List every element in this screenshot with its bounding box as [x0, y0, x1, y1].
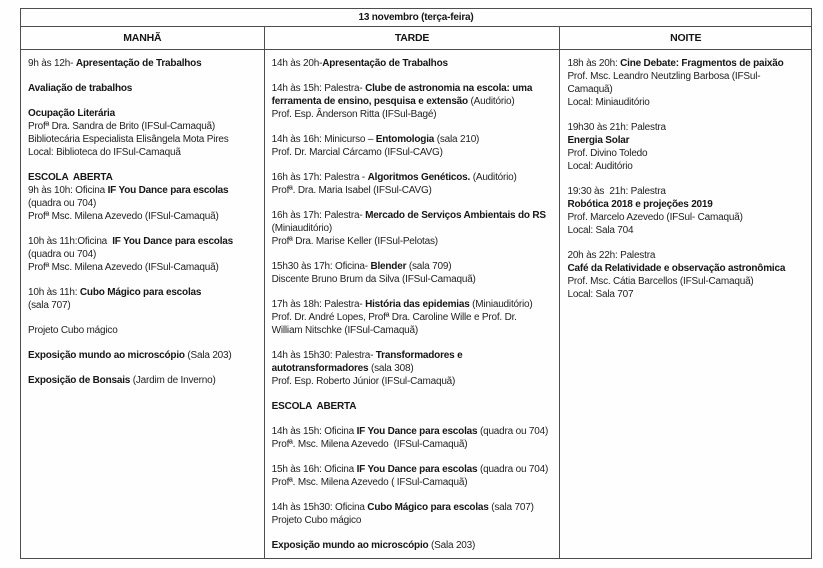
- text-line: William Nitschke (IFSul-Camaquã): [271, 325, 419, 336]
- column-header-noite: NOITE: [560, 27, 812, 50]
- schedule-date-title: 13 novembro (terça-feira): [21, 9, 812, 27]
- schedule-entry: [272, 57, 556, 70]
- text-line: (quadra ou 704): [28, 198, 97, 209]
- text-line: 14h às 15h: Oficina IF You Dance para escolas (quadra ou 704): [271, 426, 549, 437]
- text-line: 15h às 16h: Oficina IF You Dance para escolas (quadra ou 704): [271, 464, 549, 475]
- text-line: 10h às 11h:Oficina IF You Dance para escolas: [28, 236, 234, 247]
- text-line: Prof. Msc. Leandro Neutzling Barbosa (IFSul-: [567, 71, 761, 82]
- schedule-entry: [272, 133, 556, 159]
- schedule-entry: [272, 209, 556, 248]
- schedule-entry: [28, 57, 260, 70]
- text-line: (quadra ou 704): [28, 249, 97, 260]
- text-line: Local: Biblioteca do IFSul-Camaquã: [28, 147, 181, 158]
- text-line: Prof. Marcelo Azevedo (IFSul- Camaquã): [567, 212, 743, 223]
- text-line: Prof. Msc. Cátia Barcellos (IFSul-Camaquã): [567, 276, 754, 287]
- schedule-entry: [28, 374, 260, 387]
- text-line: Exposição mundo ao microscópio (Sala 203): [28, 350, 232, 361]
- schedule-entry: [28, 235, 260, 274]
- text-line: Profª Msc. Milena Azevedo (IFSul-Camaquã): [28, 262, 219, 273]
- text-line: (sala 707): [28, 300, 71, 311]
- schedule-entry: [28, 286, 260, 312]
- text-line: autotransformadores (sala 308): [271, 363, 414, 374]
- schedule-entry: [272, 171, 556, 197]
- schedule-entry: [567, 185, 807, 237]
- text-line: Robótica 2018 e projeções 2019: [567, 199, 713, 210]
- text-line: Energia Solar: [567, 135, 630, 146]
- text-line: 14h às 15h30: Oficina Cubo Mágico para escolas (sala 707): [271, 502, 534, 513]
- schedule-entry: [272, 260, 556, 286]
- text-line: Ocupação Literária: [28, 108, 115, 119]
- text-line: Projeto Cubo mágico: [28, 325, 118, 336]
- text-line: 16h às 17h: Palestra - Algoritmos Genéticos. (Auditório): [271, 172, 517, 183]
- text-line: 20h às 22h: Palestra: [567, 250, 656, 261]
- text-line: Prof. Esp. Roberto Júnior (IFSul-Camaquã): [271, 376, 456, 387]
- text-line: (Miniauditório): [271, 223, 332, 234]
- text-line: Avaliação de trabalhos: [28, 83, 133, 94]
- schedule-body-row: [21, 50, 812, 559]
- text-line: Local: Sala 707: [567, 289, 634, 300]
- text-line: Exposição mundo ao microscópio (Sala 203): [271, 540, 476, 551]
- text-line: Prof. Dr. Marcial Cárcamo (IFSul-CAVG): [271, 147, 443, 158]
- text-line: Local: Sala 704: [567, 225, 634, 236]
- text-line: ferramenta de ensino, pesquisa e extensão (Auditório): [271, 96, 515, 107]
- text-line: Local: Auditório: [567, 161, 633, 172]
- text-line: Profª. Msc. Milena Azevedo ( IFSul-Camaquã): [271, 477, 468, 488]
- text-line: ESCOLA ABERTA: [28, 172, 113, 183]
- text-line: 9h às 10h: Oficina IF You Dance para escolas: [28, 185, 229, 196]
- text-line: 18h às 20h: Cine Debate: Fragmentos de paixão: [567, 58, 784, 69]
- schedule-entry: [272, 501, 556, 527]
- text-line: Profª Dra. Marise Keller (IFSul-Pelotas): [271, 236, 438, 247]
- text-line: 14h às 20h-Apresentação de Trabalhos: [271, 58, 448, 69]
- text-line: Prof. Dr. André Lopes, Profª Dra. Caroline Wille e Prof. Dr.: [271, 312, 517, 323]
- text-line: Café da Relatividade e observação astronômica: [567, 263, 786, 274]
- schedule-entry: [272, 349, 556, 388]
- schedule-entry: [272, 539, 556, 552]
- schedule-entry: [272, 400, 556, 413]
- schedule-column-manha: [21, 50, 265, 559]
- text-line: Prof. Esp. Ânderson Ritta (IFSul-Bagé): [271, 109, 437, 120]
- text-line: 19h30 às 21h: Palestra: [567, 122, 666, 133]
- text-line: Profª. Dra. Maria Isabel (IFSul-CAVG): [271, 185, 432, 196]
- text-line: Bibliotecária Especialista Elisângela Mota Pires: [28, 134, 229, 145]
- text-line: 16h às 17h: Palestra- Mercado de Serviços Ambientais do RS: [271, 210, 546, 221]
- text-line: Camaquã): [567, 84, 613, 95]
- schedule-entry: [567, 57, 807, 109]
- text-line: 9h às 12h- Apresentação de Trabalhos: [28, 58, 202, 69]
- text-line: Discente Bruno Brum da Silva (IFSul-Camaquã): [271, 274, 476, 285]
- schedule-entry: [272, 463, 556, 489]
- schedule-entry: [28, 82, 260, 95]
- text-line: 14h às 15h: Palestra- Clube de astronomia na escola: uma: [271, 83, 533, 94]
- schedule-entry: [272, 425, 556, 451]
- schedule-entry: [567, 249, 807, 301]
- text-line: 14h às 15h30: Palestra- Transformadores e: [271, 350, 463, 361]
- text-line: 10h às 11h: Cubo Mágico para escolas: [28, 287, 202, 298]
- text-line: Profª. Msc. Milena Azevedo (IFSul-Camaquã): [271, 439, 468, 450]
- schedule-entry: [28, 171, 260, 223]
- text-line: 19:30 às 21h: Palestra: [567, 186, 666, 197]
- schedule-entry: [28, 349, 260, 362]
- text-line: Prof. Divino Toledo: [567, 148, 648, 159]
- column-header-tarde: TARDE: [264, 27, 560, 50]
- schedule-entry: [28, 107, 260, 159]
- schedule-entry: [272, 82, 556, 121]
- schedule-entry: [272, 298, 556, 337]
- text-line: Exposição de Bonsais (Jardim de Inverno): [28, 375, 216, 386]
- text-line: 17h às 18h: Palestra- História das epidemias (Miniauditório): [271, 299, 533, 310]
- schedule-table: [20, 8, 812, 559]
- schedule-entry: [28, 324, 260, 337]
- schedule-entry: [567, 121, 807, 173]
- text-line: 15h30 às 17h: Oficina- Blender (sala 709): [271, 261, 452, 272]
- schedule-column-tarde: [264, 50, 560, 559]
- text-line: Local: Miniauditório: [567, 97, 650, 108]
- text-line: Profª Msc. Milena Azevedo (IFSul-Camaquã): [28, 211, 219, 222]
- text-line: Projeto Cubo mágico: [271, 515, 362, 526]
- title-row: [21, 9, 812, 27]
- column-header-row: [21, 27, 812, 50]
- text-line: 14h às 16h: Minicurso – Entomologia (sala 210): [271, 134, 480, 145]
- schedule-column-noite: [560, 50, 812, 559]
- column-header-manha: MANHÃ: [21, 27, 265, 50]
- text-line: Profª Dra. Sandra de Brito (IFSul-Camaquã): [28, 121, 216, 132]
- text-line: ESCOLA ABERTA: [271, 401, 357, 412]
